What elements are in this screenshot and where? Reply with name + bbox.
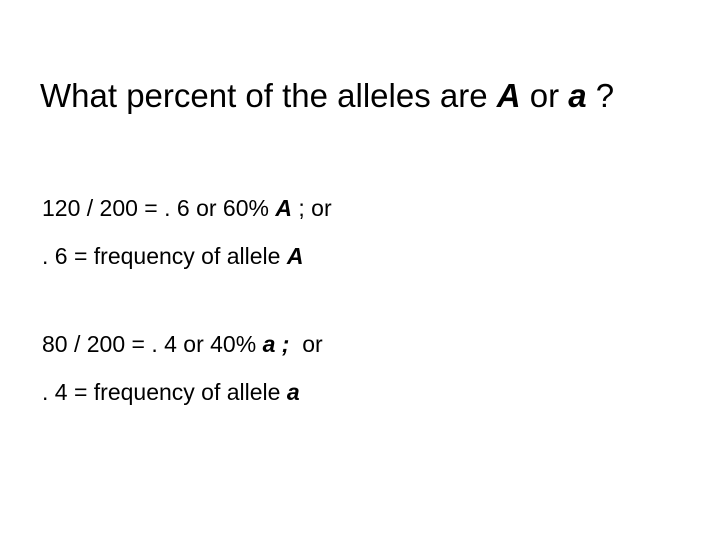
slide-title [40, 72, 700, 120]
allele-lower-a-ratio-allele: a ; [262, 331, 290, 357]
title-text-middle: or [520, 77, 569, 114]
allele-a-frequency-text: . 6 = frequency of allele [42, 243, 287, 269]
allele-lower-a-frequency-text: . 4 = frequency of allele [42, 379, 287, 405]
allele-lower-a-ratio-line [42, 320, 702, 368]
allele-lower-a-frequency-allele: a [286, 379, 300, 405]
allele-lower-a-frequency-line [42, 368, 702, 416]
title-text-before: What percent of the alleles are [40, 77, 497, 114]
allele-a-ratio-text: 120 / 200 = . 6 or 60% [42, 195, 276, 221]
allele-a-frequency-line [42, 232, 702, 280]
allele-a-ratio-line [42, 184, 702, 232]
allele-lower-a-calculation [42, 320, 702, 416]
allele-lower-a-ratio-text: 80 / 200 = . 4 or 40% [42, 331, 263, 357]
allele-a-calculation [42, 184, 702, 280]
allele-a-ratio-allele: A [275, 195, 292, 221]
allele-a-ratio-tail: ; or [291, 195, 332, 221]
allele-lower-a-ratio-tail: or [289, 331, 323, 357]
allele-a-frequency-allele: A [286, 243, 304, 269]
title-allele-lower: a [568, 77, 587, 114]
title-allele-upper: A [496, 77, 521, 114]
title-text-after: ? [586, 77, 615, 114]
